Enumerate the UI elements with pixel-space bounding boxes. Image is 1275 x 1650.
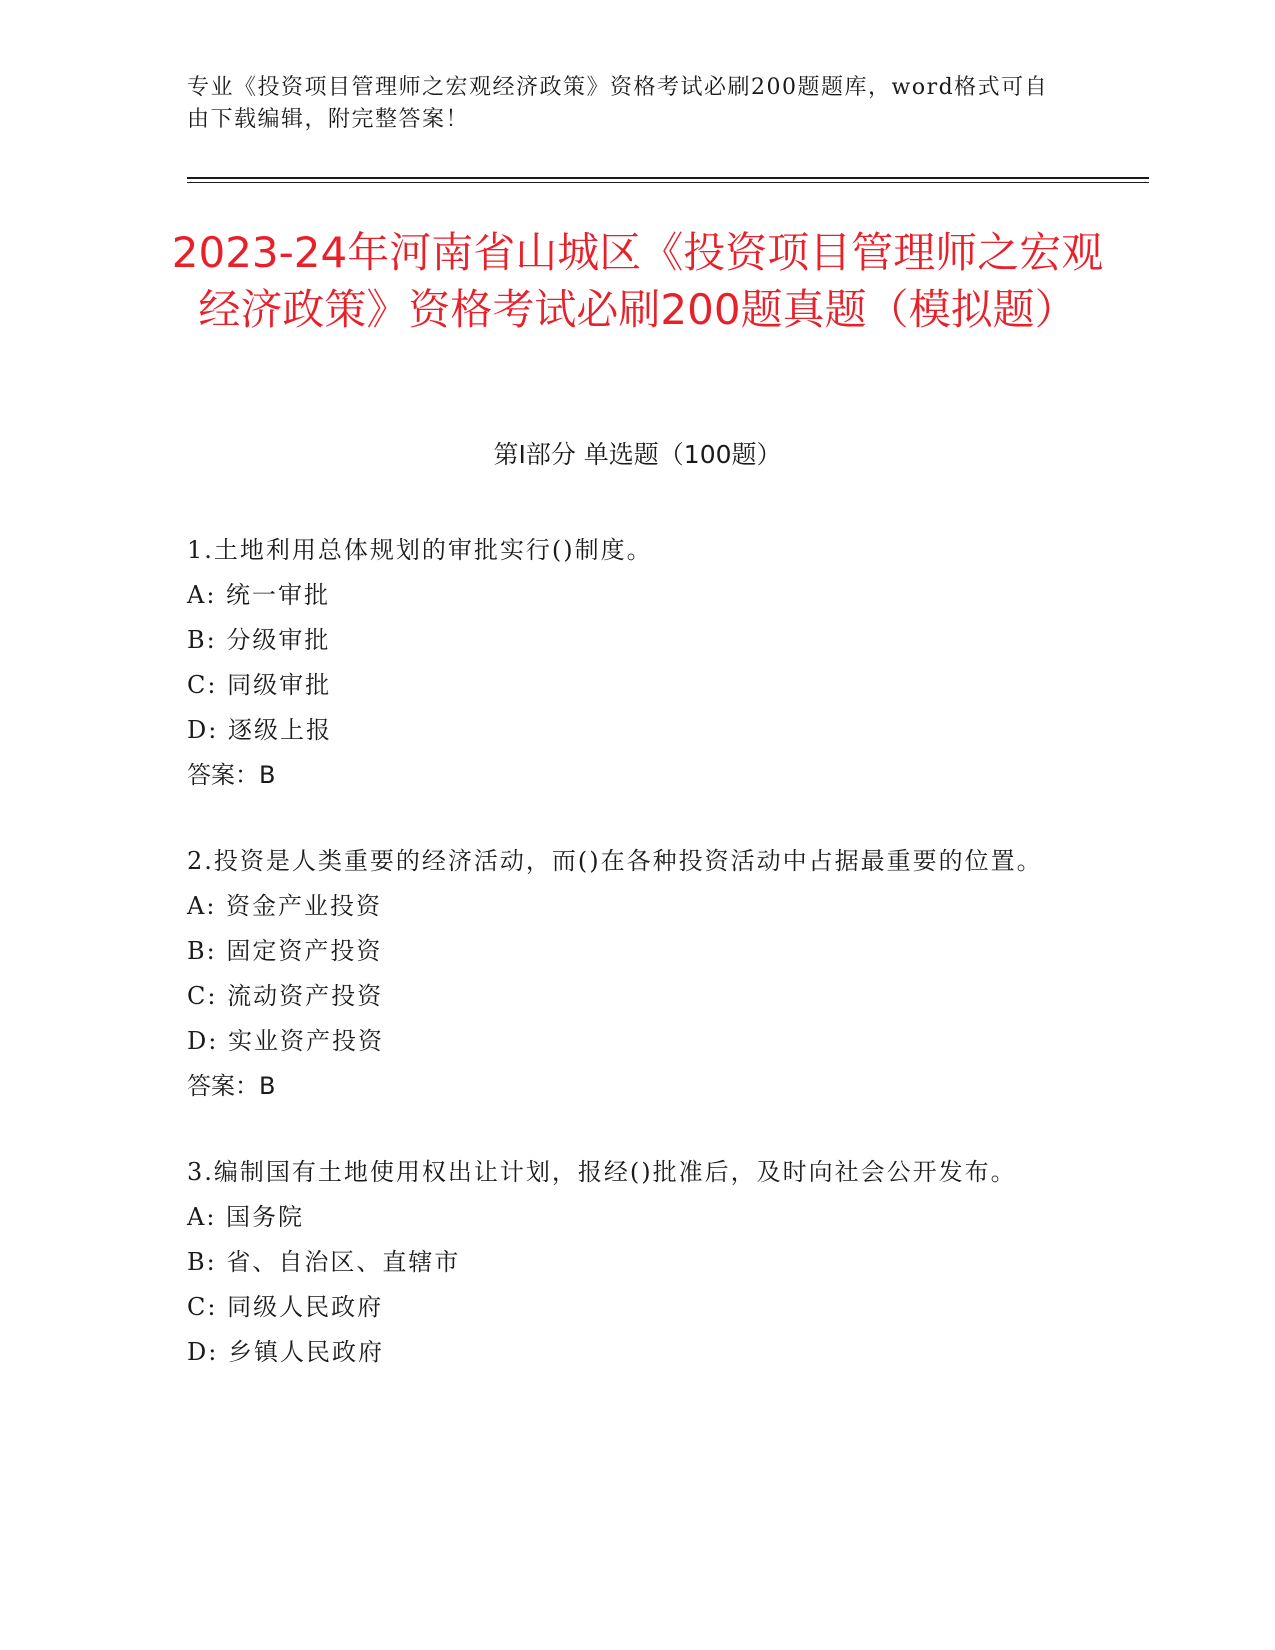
document-title: 2023-24年河南省山城区《投资项目管理师之宏观经济政策》资格考试必刷200题真题（模拟题） <box>171 228 1104 334</box>
option-b: B: 省、自治区、直辖市 <box>187 1248 461 1276</box>
option-d: D: 乡镇人民政府 <box>187 1338 384 1366</box>
option-b: B: 固定资产投资 <box>187 937 383 965</box>
question-stem: 3.编制国有土地使用权出让计划，报经()批准后，及时向社会公开发布。 <box>187 1158 1017 1186</box>
option-a: A: 统一审批 <box>187 581 331 609</box>
option-a: A: 资金产业投资 <box>187 892 383 920</box>
option-c: C: 流动资产投资 <box>187 982 384 1010</box>
question-item <box>187 528 1067 798</box>
option-b: B: 分级审批 <box>187 626 331 654</box>
header-divider-thick <box>187 177 1149 179</box>
option-d: D: 实业资产投资 <box>187 1027 384 1055</box>
header-note: 专业《投资项目管理师之宏观经济政策》资格考试必刷200题题库，word格式可自由下载编辑，附完整答案！ <box>187 75 1049 132</box>
question-item <box>187 839 1067 1109</box>
option-d: D: 逐级上报 <box>187 716 332 744</box>
option-c: C: 同级人民政府 <box>187 1293 384 1321</box>
question-stem: 2.投资是人类重要的经济活动，而()在各种投资活动中占据最重要的位置。 <box>187 847 1043 875</box>
option-a: A: 国务院 <box>187 1203 305 1231</box>
question-item <box>187 1150 1067 1375</box>
section-title: 第Ⅰ部分 单选题（100题） <box>493 440 782 469</box>
option-c: C: 同级审批 <box>187 671 332 699</box>
question-list <box>187 528 1067 1416</box>
question-stem: 1.土地利用总体规划的审批实行()制度。 <box>187 536 653 564</box>
answer-line: 答案：B <box>187 761 276 789</box>
header-divider-thin <box>187 182 1149 183</box>
answer-line: 答案：B <box>187 1072 276 1100</box>
